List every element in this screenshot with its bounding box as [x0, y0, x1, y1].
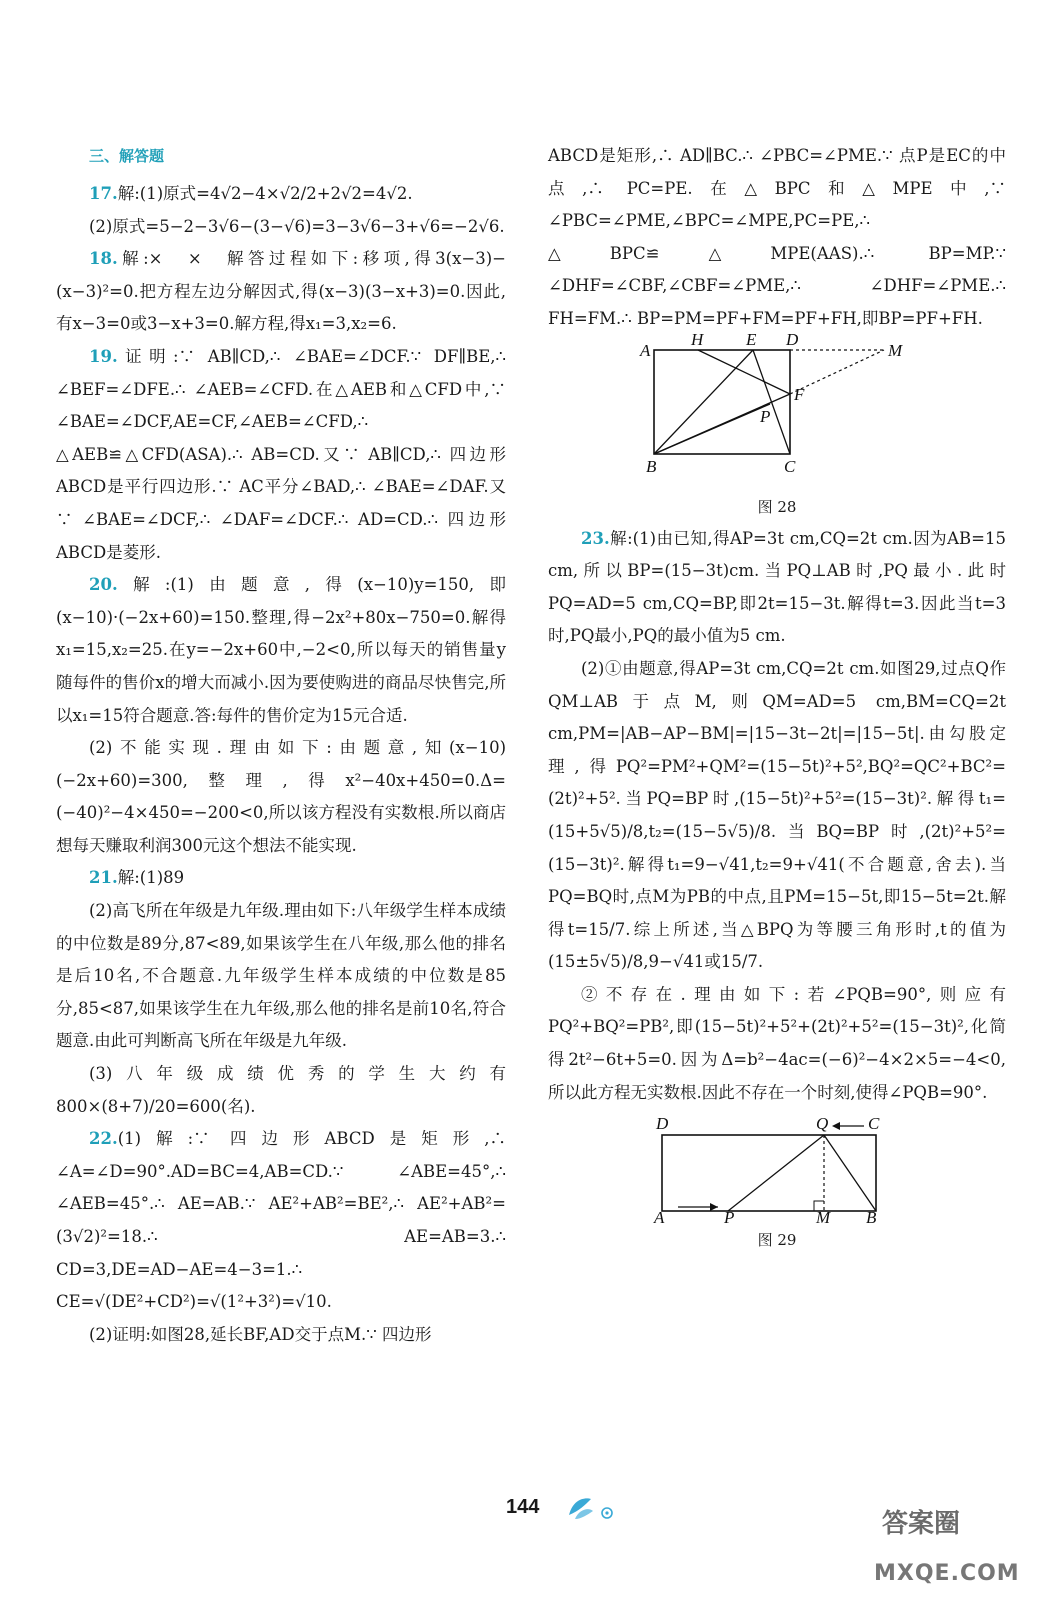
answer-21: 21.解:(1)89: [89, 868, 185, 888]
leaf-decoration-icon: [563, 1493, 623, 1525]
watermark-text: 答案圈: [882, 1509, 961, 1539]
answer-20-part2: (2)不能实现.理由如下:由题意,知(x−10)(−2x+60)=300,整理,得x²−40x+450=0.Δ=(−40)²−4×450=−200<0,所以该方程没有实数根.所以商店想每天赚取利润300元这个想法不能实现.: [56, 738, 506, 855]
answer-22: 22.(1)解:∵ 四边形ABCD是矩形,∴ ∠A=∠D=90°.AD=BC=4,AB=CD.∵ ∠ABE=45°,∴ ∠AEB=45°.∴ AE=AB.∵ AE²+AB²=BE²,∴ AE²+AB²=(3√2)²=18.∴ AE=AB=3.∴ CD=3,DE=AD−AE=4−3=1.∴ CE=√(DE²+CD²)=√(1²+3²)=√10.: [56, 1129, 506, 1312]
watermark-logo: [868, 1488, 1048, 1592]
answer-23-part3: ②不存在.理由如下:若∠PQB=90°,则应有PQ²+BQ²=PB²,即(15−5t)²+5²+(2t)²+5²=(15−3t)²,化简得2t²−6t+5=0.因为Δ=b²−4ac=(−6)²−4×2×5=−4<0,所以此方程无实数根.因此不存在一个时刻,使得∠PQB=90°.: [548, 984, 1006, 1102]
figure-28-diagram: [548, 329, 1006, 492]
figure-29-caption: 图 29: [757, 1231, 797, 1250]
label-C: C: [784, 456, 796, 476]
watermark-url: MXQE.COM: [874, 1561, 1020, 1586]
answer-17-part2: (2)原式=5−2−3√6−(3−√6)=3−3√6−3+√6=−2√6.: [89, 216, 505, 236]
answer-21-part2: (2)高飞所在年级是九年级.理由如下:八年级学生样本成绩的中位数是89分,87<89,如果该学生在八年级,那么他的排名是后10名,不合题意.九年级学生样本成绩的中位数是85分,85<87,如果该学生在九年级,那么他的排名是前10名,符合题意.由此可判断高飞所在年级是九年级.: [56, 901, 506, 1051]
figure-28: [548, 329, 1006, 517]
answer-21-part3: (3)八年级成绩优秀的学生大约有800×(8+7)/20=600(名).: [56, 1064, 506, 1116]
fig29-label-B: B: [866, 1208, 877, 1228]
label-A: A: [640, 340, 651, 360]
page-number: 144: [506, 1496, 540, 1518]
answer-23-part2: (2)①由题意,得AP=3t cm,CQ=2t cm.如图29,过点Q作QM⊥AB于点M,则QM=AD=5 cm,BM=CQ=2t cm,PM=|AB−AP−BM|=|15−3t−2t|=|15−5t|.由勾股定理,得PQ²=PM²+QM²=(15−5t)²+5²,BQ²=QC²+BC²=(2t)²+5².当PQ=BP时,(15−5t)²+5²=(15−3t)².解得t₁=(15+5√5)/8,t₂=(15−5√5)/8.当BQ=BP时,(2t)²+5²=(15−3t)².解得t₁=9−√41,t₂=9+√41(不合题意,舍去).当PQ=BQ时,点M为PB的中点,且PM=15−5t,即15−5t=2t.解得t=15/7.综上所述,当△BPQ为等腰三角形时,t的值为(15±5√5)/8,9−√41或15/7.: [548, 658, 1006, 972]
left-column: [56, 140, 506, 1351]
answer-22-part2: (2)证明:如图28,延长BF,AD交于点M.∵ 四边形: [89, 1324, 432, 1344]
fig29-label-M: M: [816, 1208, 831, 1228]
fig29-label-C: C: [868, 1114, 880, 1134]
label-B: B: [646, 456, 657, 476]
answer-17: 17.解:(1)原式=4√2−4×√2/2+2√2=4√2.: [89, 184, 413, 203]
answer-23: 23.解:(1)由已知,得AP=3t cm,CQ=2t cm.因为AB=15 cm,所以BP=(15−3t)cm.当PQ⊥AB时,PQ最小.此时PQ=AD=5 cm,CQ=BP,即2t=15−3t.解得t=3.因此当t=3时,PQ最小,PQ的最小值为5 cm.: [548, 528, 1006, 646]
fig29-label-Q: Q: [816, 1114, 829, 1134]
figure-29-diagram: [548, 1114, 1006, 1228]
label-F: F: [794, 384, 805, 404]
answer-22-continued: ABCD是矩形,∴ AD∥BC.∴ ∠PBC=∠PME.∵ 点P是EC的中点,∴ PC=PE.在△BPC和△MPE中,∵ ∠PBC=∠PME,∠BPC=∠MPE,PC=PE,∴ △BPC≌△MPE(AAS).∴ BP=MP.∵ ∠DHF=∠CBF,∠CBF=∠PME,∴ ∠DHF=∠PME.∴ FH=FM.∴ BP=PM=PF+FM=PF+FH,即BP=PF+FH.: [548, 146, 1006, 328]
answer-18: 18.解:× × 解答过程如下:移项,得3(x−3)−(x−3)²=0.把方程左边分解因式,得(x−3)(3−x+3)=0.因此,有x−3=0或3−x+3=0.解方程,得x₁=3,x₂=6.: [56, 249, 506, 334]
label-D: D: [786, 329, 799, 349]
label-M: M: [888, 340, 903, 360]
label-E: E: [746, 329, 757, 349]
figure-28-caption: 图 28: [757, 497, 797, 516]
fig29-label-A: A: [654, 1208, 665, 1228]
figure-29: [548, 1115, 1006, 1250]
right-column: [548, 140, 1006, 1256]
answer-20: 20.解:(1)由题意,得(x−10)y=150,即(x−10)·(−2x+60)=150.整理,得−2x²+80x−750=0.解得x₁=15,x₂=25.在y=−2x+60中,−2<0,所以每天的销售量y随每件的售价x的增大而减小.因为要使购进的商品尽快售完,所以x₁=15符合题意.答:每件的售价定为15元合适.: [56, 575, 506, 725]
label-H: H: [691, 329, 704, 349]
fig29-label-D: D: [656, 1114, 669, 1134]
answer-19: 19.证明:∵ AB∥CD,∴ ∠BAE=∠DCF.∵ DF∥BE,∴ ∠BEF=∠DFE.∴ ∠AEB=∠CFD.在△AEB和△CFD中,∵ ∠BAE=∠DCF,AE=CF,∠AEB=∠CFD,∴ △AEB≌△CFD(ASA).∴ AB=CD.又∵ AB∥CD,∴ 四边形ABCD是平行四边形.∵ AC平分∠BAD,∴ ∠BAE=∠DAF.又∵ ∠BAE=∠DCF,∴ ∠DAF=∠DCF.∴ AD=CD.∴ 四边形ABCD是菱形.: [56, 346, 506, 562]
fig29-label-P: P: [724, 1208, 735, 1228]
section-title: 三、解答题: [89, 147, 165, 165]
label-P: P: [760, 406, 771, 426]
